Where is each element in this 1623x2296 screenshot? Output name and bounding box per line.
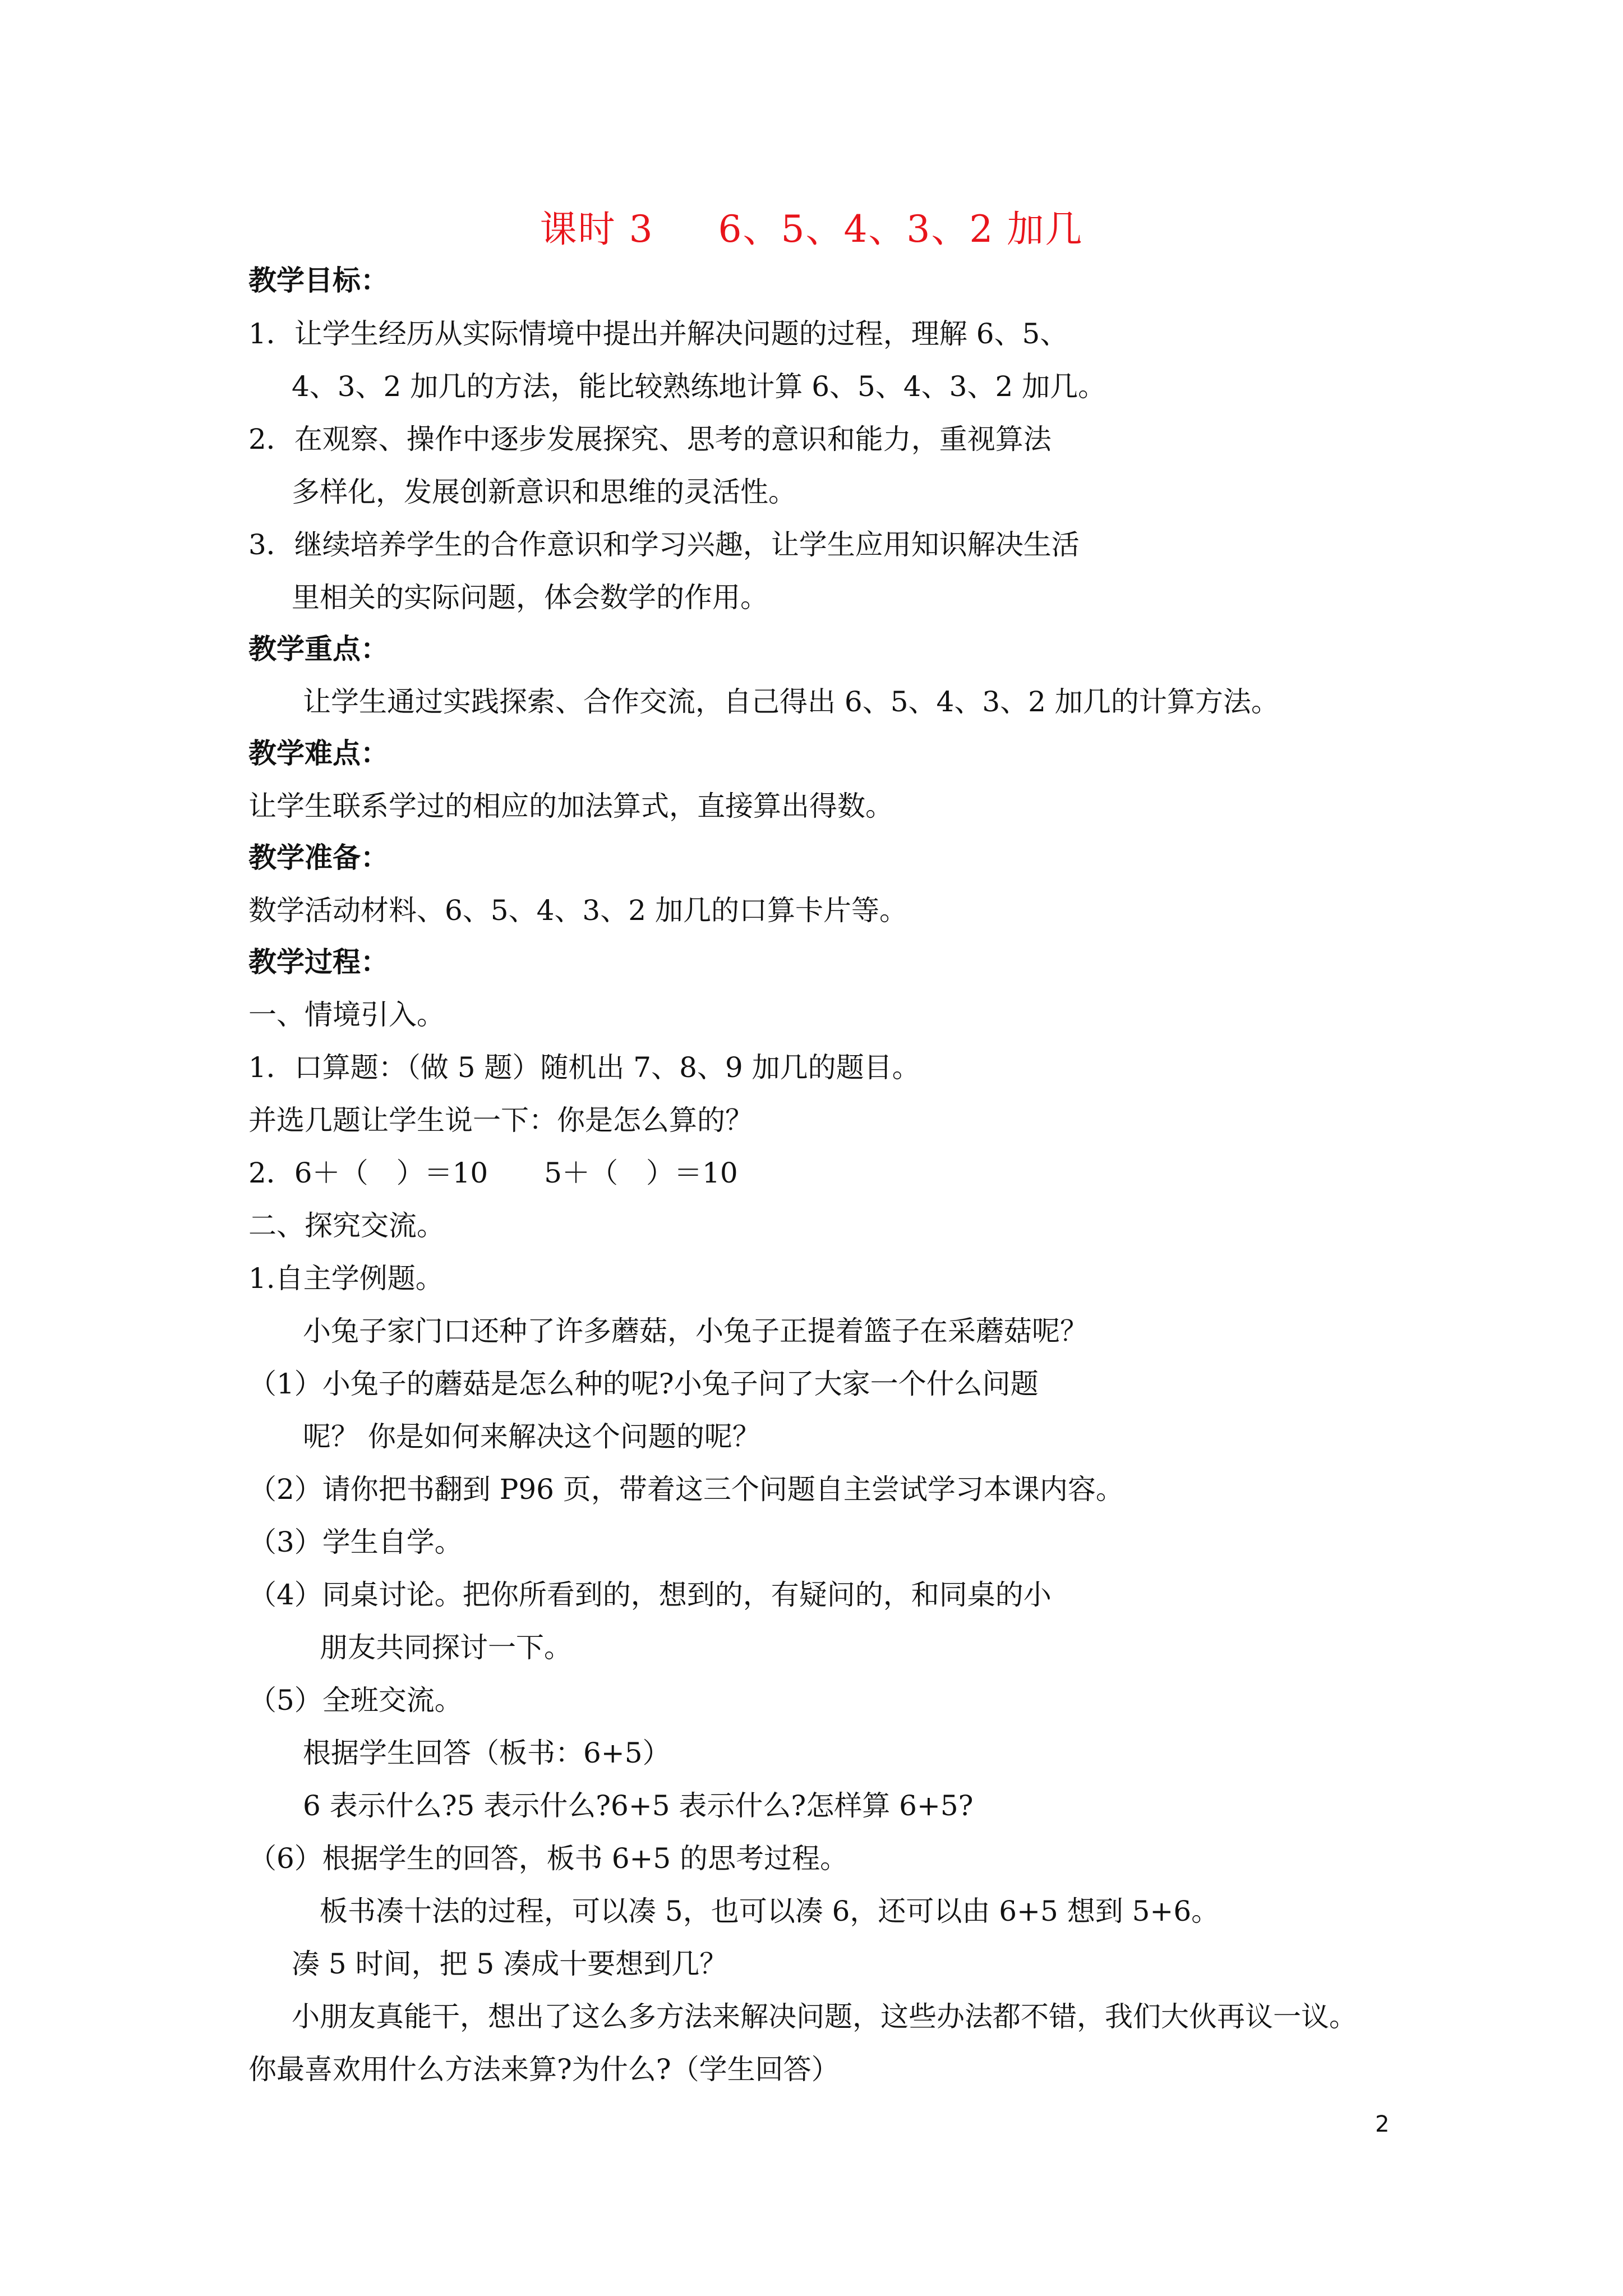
process-line: 根据学生回答（板书：6+5） <box>303 1737 671 1769</box>
process-line: 并选几题让学生说一下：你是怎么算的？ <box>248 1104 753 1137</box>
process-line: 2．6＋（ ）＝10 5＋（ ）＝10 <box>248 1157 738 1189</box>
objective-2-line-1: 2．在观察、操作中逐步发展探究、思考的意识和能力，重视算法 <box>248 423 1052 455</box>
page-number: 2 <box>1375 2111 1390 2137</box>
lesson-title: 课时 3 6、5、4、3、2 加几 <box>540 208 1083 251</box>
difficulty-text: 让学生联系学过的相应的加法算式，直接算出得数。 <box>248 790 893 822</box>
process-line: 凑 5 时间，把 5 凑成十要想到几？ <box>292 1948 728 1980</box>
process-line: 1.自主学例题。 <box>248 1262 444 1295</box>
process-line: （2）请你把书翻到 P96 页，带着这三个问题自主尝试学习本课内容。 <box>248 1473 1124 1506</box>
objective-1-line-2: 4、3、2 加几的方法，能比较熟练地计算 6、5、4、3、2 加几。 <box>292 370 1106 403</box>
difficulty-heading: 教学难点： <box>248 737 389 770</box>
key-points-text: 让学生通过实践探索、合作交流，自己得出 6、5、4、3、2 加几的计算方法。 <box>303 685 1279 718</box>
process-line: 小兔子家门口还种了许多蘑菇，小兔子正提着篮子在采蘑菇呢？ <box>303 1315 1088 1347</box>
preparation-heading: 教学准备： <box>248 841 389 874</box>
process-line: 小朋友真能干，想出了这么多方法来解决问题，这些办法都不错，我们大伙再议一议。 <box>292 2000 1357 2033</box>
process-line: 二、探究交流。 <box>248 1209 445 1242</box>
process-line: （3）学生自学。 <box>248 1526 463 1558</box>
process-line: （5）全班交流。 <box>248 1684 463 1717</box>
process-line: （1）小兔子的蘑菇是怎么种的呢?小兔子问了大家一个什么问题 <box>248 1368 1039 1400</box>
objective-3-line-1: 3．继续培养学生的合作意识和学习兴趣，让学生应用知识解决生活 <box>248 528 1080 561</box>
objective-2-line-2: 多样化，发展创新意识和思维的灵活性。 <box>292 476 796 508</box>
process-line: 一、情境引入。 <box>248 999 445 1031</box>
process-line: 朋友共同探讨一下。 <box>320 1631 572 1664</box>
objectives-heading: 教学目标： <box>248 264 389 297</box>
objective-1-line-1: 1．让学生经历从实际情境中提出并解决问题的过程，理解 6、5、 <box>248 318 1068 350</box>
process-line: 板书凑十法的过程，可以凑 5，也可以凑 6，还可以由 6+5 想到 5+6。 <box>320 1895 1220 1927</box>
process-line: 1．口算题：（做 5 题）随机出 7、8、9 加几的题目。 <box>248 1051 920 1084</box>
objective-3-line-2: 里相关的实际问题，体会数学的作用。 <box>292 581 768 614</box>
process-line: 6 表示什么?5 表示什么?6+5 表示什么?怎样算 6+5? <box>303 1789 974 1822</box>
process-line: （4）同桌讨论。把你所看到的，想到的，有疑问的，和同桌的小 <box>248 1579 1052 1611</box>
process-line: 呢？ 你是如何来解决这个问题的呢？ <box>303 1420 760 1453</box>
preparation-text: 数学活动材料、6、5、4、3、2 加几的口算卡片等。 <box>248 894 907 927</box>
key-points-heading: 教学重点： <box>248 632 389 665</box>
process-heading: 教学过程： <box>248 945 389 978</box>
process-line: （6）根据学生的回答，板书 6+5 的思考过程。 <box>248 1842 849 1875</box>
process-line: 你最喜欢用什么方法来算?为什么?（学生回答） <box>248 2053 840 2086</box>
